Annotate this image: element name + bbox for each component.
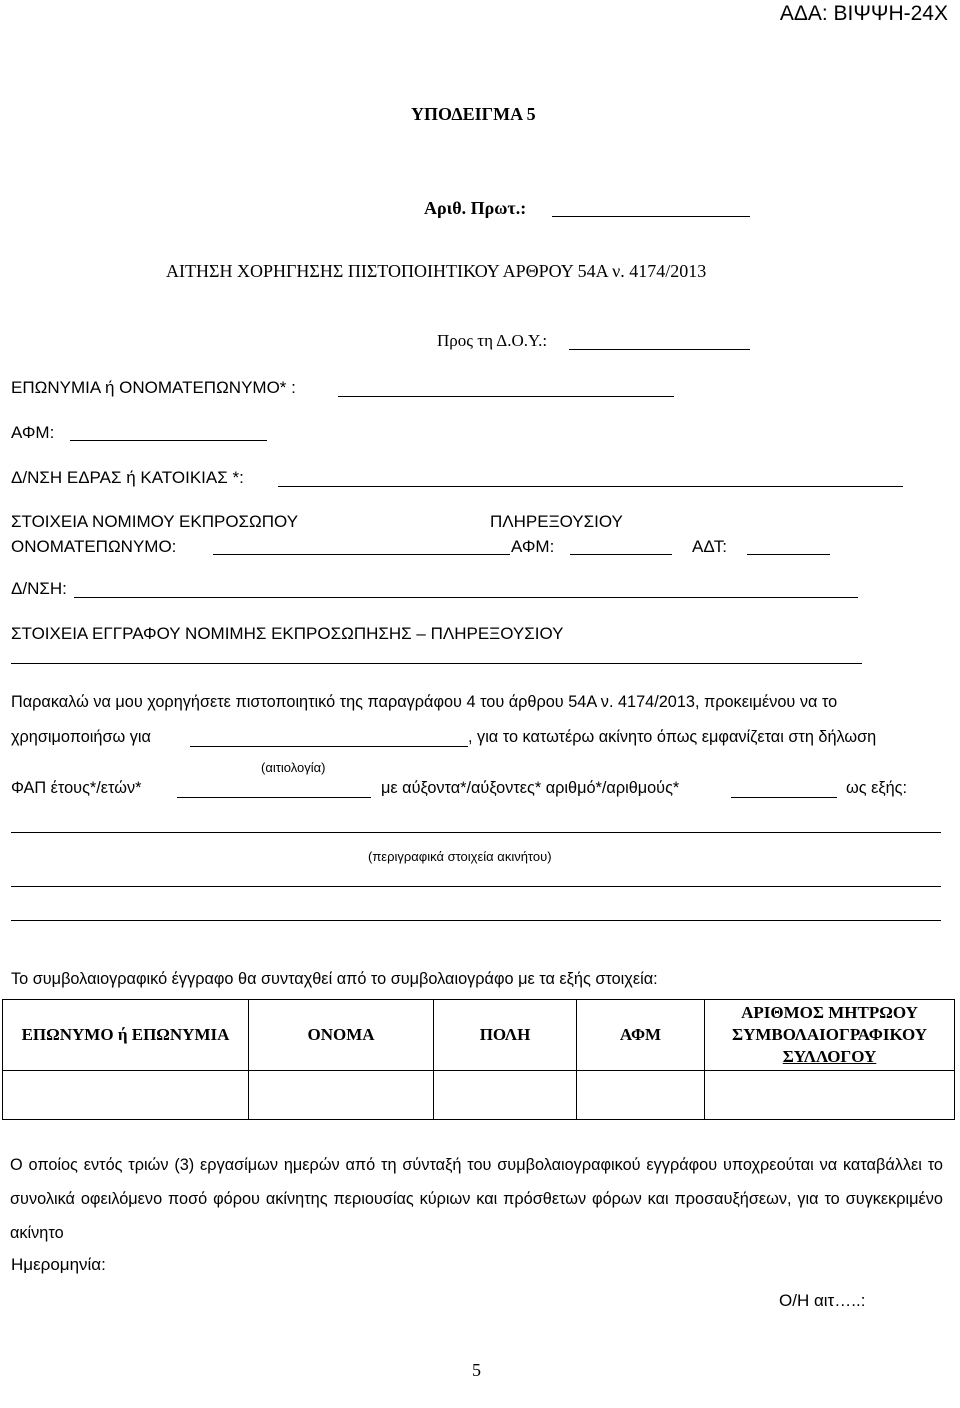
request-line-3b: με αύξοντα*/αύξοντες* αριθμό*/αριθμούς* (381, 779, 680, 797)
request-line-3c: ως εξής: (846, 779, 908, 797)
rep-heading-left: ΣΤΟΙΧΕΙΑ ΝΟΜΙΜΟΥ ΕΚΠΡΟΣΩΠΟΥ (11, 512, 299, 531)
doc-heading: ΣΤΟΙΧΕΙΑ ΕΓΓΡΑΦΟΥ ΝΟΜΙΜΗΣ ΕΚΠΡΟΣΩΠΗΣΗΣ – ΠΛΗΡΕΞΟΥΣΙΟΥ (11, 624, 564, 643)
closing-paragraph: Ο οποίος εντός τριών (3) εργασίμων ημερών από τη σύνταξή του συμβολαιογραφικού εγγράφου υποχρεούται να καταβάλλει το συνολικά οφειλόμενο ποσό φόρου ακίνητης περιουσίας κύριων και πρόσθετων φόρων και προσαυξήσεων, για το συγκεκριμένο ακίνητο (10, 1156, 943, 1242)
notary-cell-afm (577, 1071, 705, 1120)
notary-cell-registry (705, 1071, 955, 1120)
notary-cell-city (434, 1071, 577, 1120)
rep-afm-line (570, 554, 672, 555)
registry-line-1: ΑΡΙΘΜΟΣ ΜΗΤΡΩΟΥ (741, 1003, 918, 1022)
rep-adt-label: ΑΔΤ: (692, 537, 727, 556)
rep-fullname-label: ΟΝΟΜΑΤΕΠΩΝΥΜΟ: (11, 537, 177, 556)
protocol-label: Αριθ. Πρωτ.: (424, 198, 527, 218)
notary-header-registry (705, 1000, 955, 1071)
rep-fullname-line (213, 554, 510, 555)
address-line (278, 486, 903, 487)
signature-label: Ο/Η αιτ…..: (779, 1291, 866, 1310)
property-line-2 (11, 886, 941, 887)
reason-line (190, 746, 468, 747)
protocol-line (552, 216, 750, 217)
request-line-2a: χρησιμοποιήσω για (11, 728, 151, 746)
sample-title: ΥΠΟΔΕΙΓΜΑ 5 (411, 104, 536, 124)
rep-address-line (74, 597, 858, 598)
notary-header-name: ΟΝΟΜΑ (249, 1000, 434, 1071)
request-line-3a: ΦΑΠ έτους*/ετών* (11, 779, 142, 797)
rep-address-label: Δ/ΝΣΗ: (11, 579, 67, 598)
doc-line (11, 663, 862, 664)
notary-intro: Το συμβολαιογραφικό έγγραφο θα συνταχθεί από το συμβολαιογράφο με τα εξής στοιχεία: (11, 970, 658, 988)
name-line (338, 396, 674, 397)
rep-afm-label: ΑΦΜ: (511, 537, 555, 556)
notary-cell-surname (3, 1071, 249, 1120)
notary-header-afm: ΑΦΜ (577, 1000, 705, 1071)
notary-cell-name (249, 1071, 434, 1120)
main-title: ΑΙΤΗΣΗ ΧΟΡΗΓΗΣΗΣ ΠΙΣΤΟΠΟΙΗΤΙΚΟΥ ΑΡΘΡΟΥ 54Α ν. 4174/2013 (166, 261, 707, 281)
tax-office-label: Προς τη Δ.Ο.Υ.: (437, 331, 548, 350)
page-number: 5 (472, 1360, 481, 1380)
property-line-3 (11, 920, 941, 921)
ada-stamp: ΑΔΑ: ΒΙΨΨΗ-24Χ (779, 2, 948, 25)
fap-number-line (731, 797, 837, 798)
notary-table (2, 999, 955, 1120)
fap-year-line (177, 797, 371, 798)
rep-adt-line (747, 554, 830, 555)
notary-header-city: ΠΟΛΗ (434, 1000, 577, 1071)
registry-line-2: ΣΥΜΒΟΛΑΙΟΓΡΑΦΙΚΟΥ (731, 1025, 928, 1044)
reason-caption: (αιτιολογία) (261, 760, 326, 775)
tax-office-line (569, 349, 750, 350)
afm-label: ΑΦΜ: (11, 423, 55, 442)
date-label: Ημερομηνία: (11, 1255, 106, 1274)
afm-line (70, 440, 267, 441)
property-line-1 (11, 832, 941, 833)
rep-heading-right: ΠΛΗΡΕΞΟΥΣΙΟΥ (490, 512, 623, 531)
name-label: ΕΠΩΝΥΜΙΑ ή ΟΝΟΜΑΤΕΠΩΝΥΜΟ* : (11, 378, 296, 397)
request-line-2b: , για το κατωτέρω ακίνητο όπως εμφανίζεται στη δήλωση (468, 728, 877, 746)
property-caption: (περιγραφικά στοιχεία ακινήτου) (368, 849, 552, 864)
address-label: Δ/ΝΣΗ ΕΔΡΑΣ ή ΚΑΤΟΙΚΙΑΣ *: (11, 468, 244, 487)
notary-header-surname: ΕΠΩΝΥΜΟ ή ΕΠΩΝΥΜΙΑ (3, 1000, 249, 1071)
request-line-1: Παρακαλώ να μου χορηγήσετε πιστοποιητικό της παραγράφου 4 του άρθρου 54Α ν. 4174/2013, προκειμένου να το (11, 693, 838, 711)
registry-line-3: ΣΥΛΛΟΓΟΥ (782, 1047, 877, 1066)
